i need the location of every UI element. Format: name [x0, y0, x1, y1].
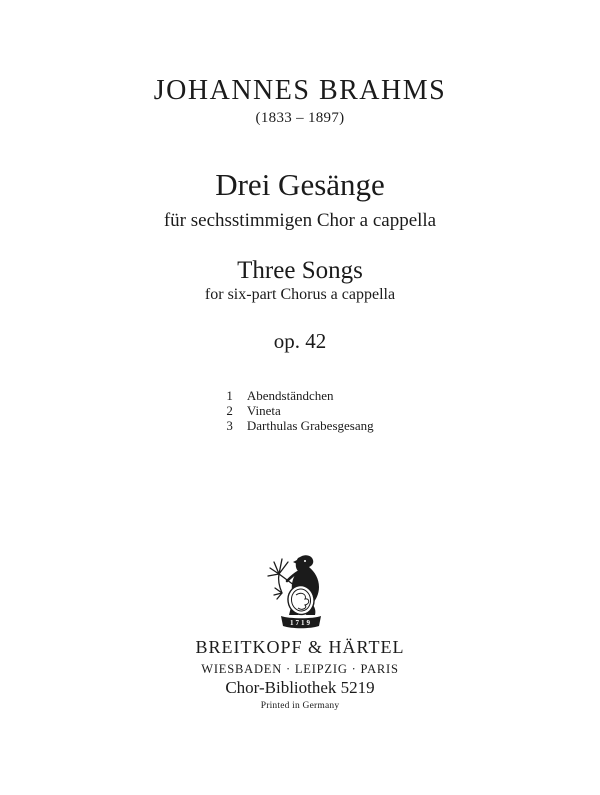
series-and-catalog-number: Chor-Bibliothek 5219	[225, 678, 375, 697]
work-title-english: Three Songs	[237, 257, 363, 284]
work-subtitle-german: für sechsstimmigen Chor a cappella	[163, 210, 437, 231]
song-title: Vineta	[246, 403, 281, 418]
song-number: 3	[226, 418, 233, 433]
contents-row	[226, 418, 373, 433]
work-title-german: Drei Gesänge	[215, 167, 385, 202]
composer-name: JOHANNES BRAHMS	[153, 75, 447, 106]
work-subtitle-english: for six-part Chorus a cappella	[204, 286, 396, 303]
opus-number: op. 42	[273, 329, 327, 353]
bear-with-shield-emblem-icon	[262, 548, 338, 632]
composer-dates: (1833 – 1897)	[255, 110, 345, 126]
publisher-cities: WIESBADEN · LEIPZIG · PARIS	[201, 662, 399, 676]
contents-row	[226, 403, 373, 418]
song-number: 2	[226, 403, 233, 418]
contents-row	[226, 388, 373, 403]
contents-list	[0, 388, 600, 433]
printed-in-germany-note: Printed in Germany	[260, 701, 340, 711]
publisher-name: BREITKOPF & HÄRTEL	[195, 637, 405, 657]
song-number: 1	[226, 388, 233, 403]
contents-table	[226, 388, 373, 433]
emblem-founding-year: 1719	[290, 619, 312, 627]
song-title: Darthulas Grabesgesang	[246, 418, 374, 433]
song-title: Abendständchen	[246, 388, 334, 403]
